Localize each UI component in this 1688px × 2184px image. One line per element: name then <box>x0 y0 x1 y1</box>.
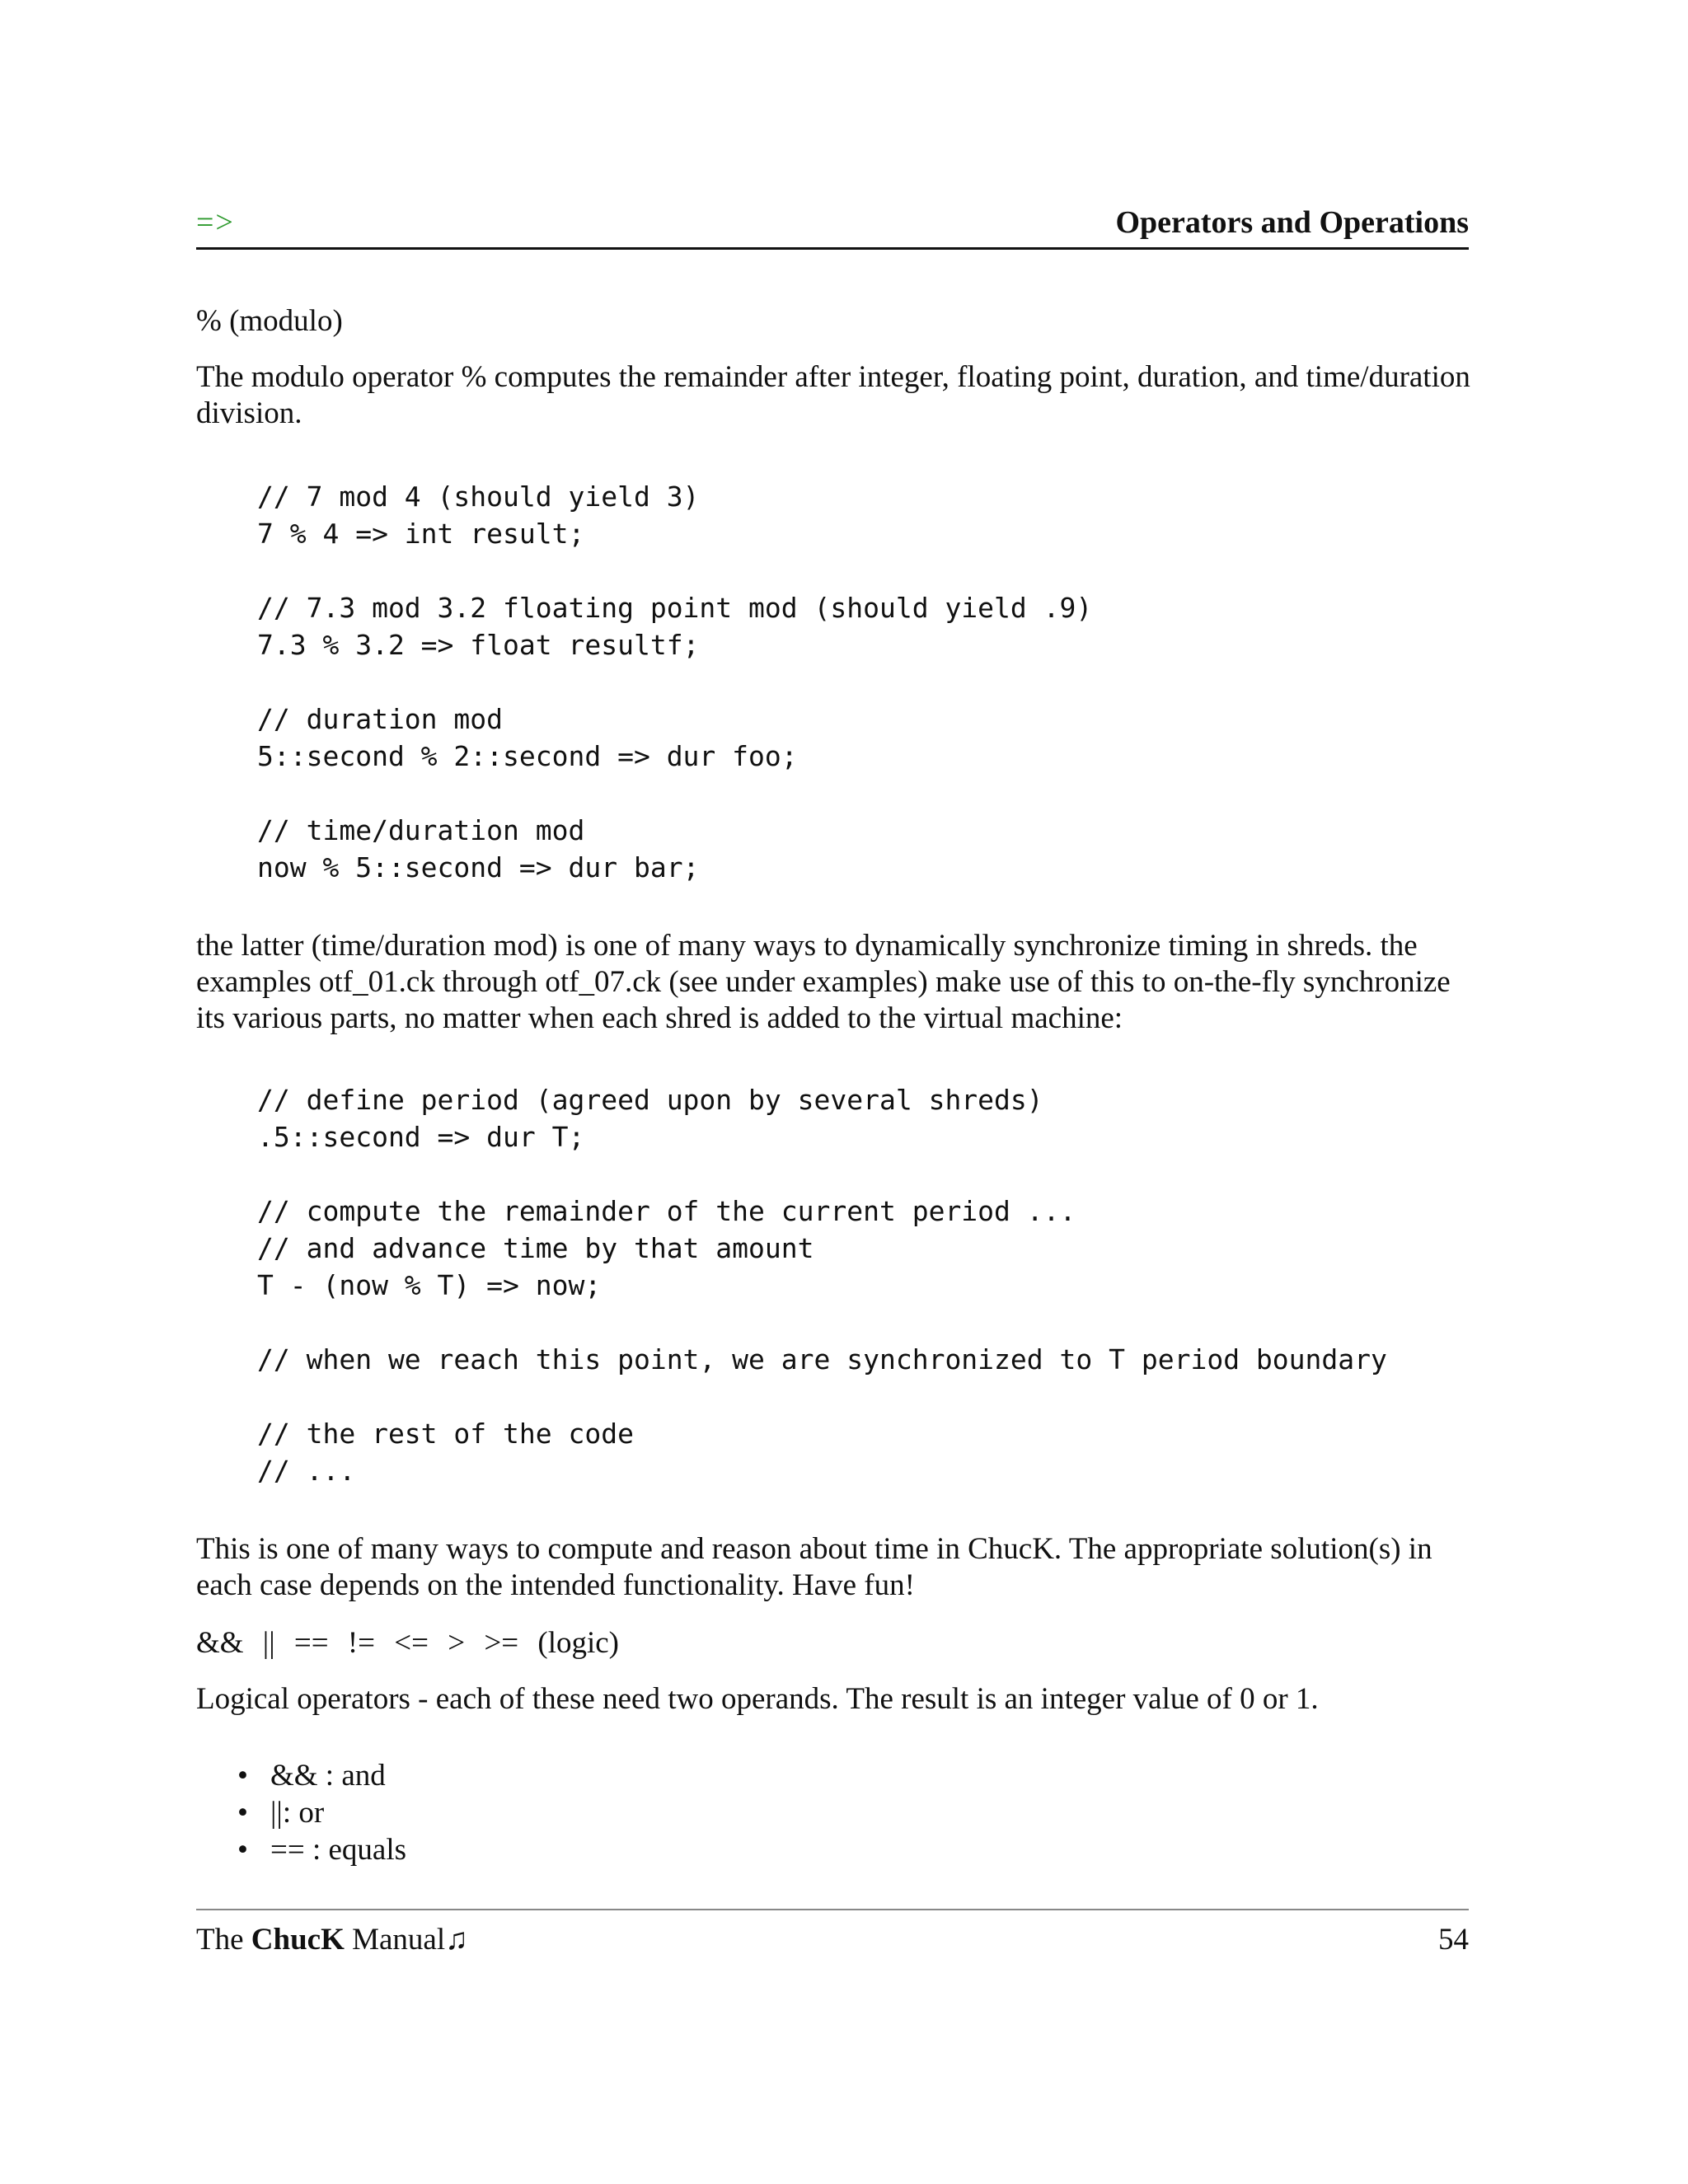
bullet-icon: • <box>237 1833 248 1867</box>
modulo-intro-paragraph: The modulo operator % computes the remainder after integer, floating point, duration, and time/duration division. <box>196 360 1470 430</box>
logic-intro-paragraph: Logical operators - each of these need two operands. The result is an integer value of 0 or 1. <box>196 1682 1319 1716</box>
list-item-text: == : equals <box>270 1833 407 1867</box>
modulo-code-block: // 7 mod 4 (should yield 3) 7 % 4 => int result; // 7.3 mod 3.2 floating point mod (should yield .9) 7.3 % 3.2 => float resultf; // duration mod 5::second % 2::second => dur foo; // time/duration mod now % 5::second => dur bar; <box>257 480 1093 883</box>
sync-code-block: // define period (agreed upon by several shreds) .5::second => dur T; // compute the remainder of the current period ... // and advance time by that amount T - (now % T) => now; // when we reach this point, we are synchronized to T period boundary // the rest of the code // ... <box>257 1084 1387 1487</box>
bullet-icon: • <box>237 1759 248 1793</box>
modulo-heading: % (modulo) <box>196 304 343 338</box>
logic-operator-list <box>237 1757 406 1868</box>
logic-heading: && || == != <= > >= (logic) <box>196 1626 620 1660</box>
list-item <box>237 1831 406 1868</box>
page-number: 54 <box>1438 1923 1469 1957</box>
header-section-title: Operators and Operations <box>1115 205 1469 240</box>
header-chuck-operator-mark: => <box>196 205 235 240</box>
page-footer <box>196 1909 1469 1957</box>
list-item-text: && : and <box>270 1759 386 1793</box>
bullet-icon: • <box>237 1796 248 1830</box>
footer-the: The <box>196 1923 244 1957</box>
running-header <box>196 198 1469 250</box>
modulo-explanation-paragraph: the latter (time/duration mod) is one of many ways to dynamically synchronize timing in shreds. the examples otf_01.ck through otf_07.ck (see under examples) make use of this to on-the-fly synchronize its various parts, no matter when each shred is added to the virtual machine: <box>196 929 1451 1035</box>
footer-manual-title <box>196 1922 468 1957</box>
document-page <box>196 0 1469 2184</box>
list-item-text: ||: or <box>270 1796 325 1830</box>
modulo-closing-paragraph: This is one of many ways to compute and reason about time in ChucK. The appropriate solution(s) in each case depends on the intended functionality. Have fun! <box>196 1532 1432 1602</box>
footer-manual: Manual♫ <box>352 1923 468 1957</box>
list-item <box>237 1757 406 1794</box>
list-item <box>237 1794 406 1831</box>
footer-chuck: ChucK <box>251 1923 345 1957</box>
